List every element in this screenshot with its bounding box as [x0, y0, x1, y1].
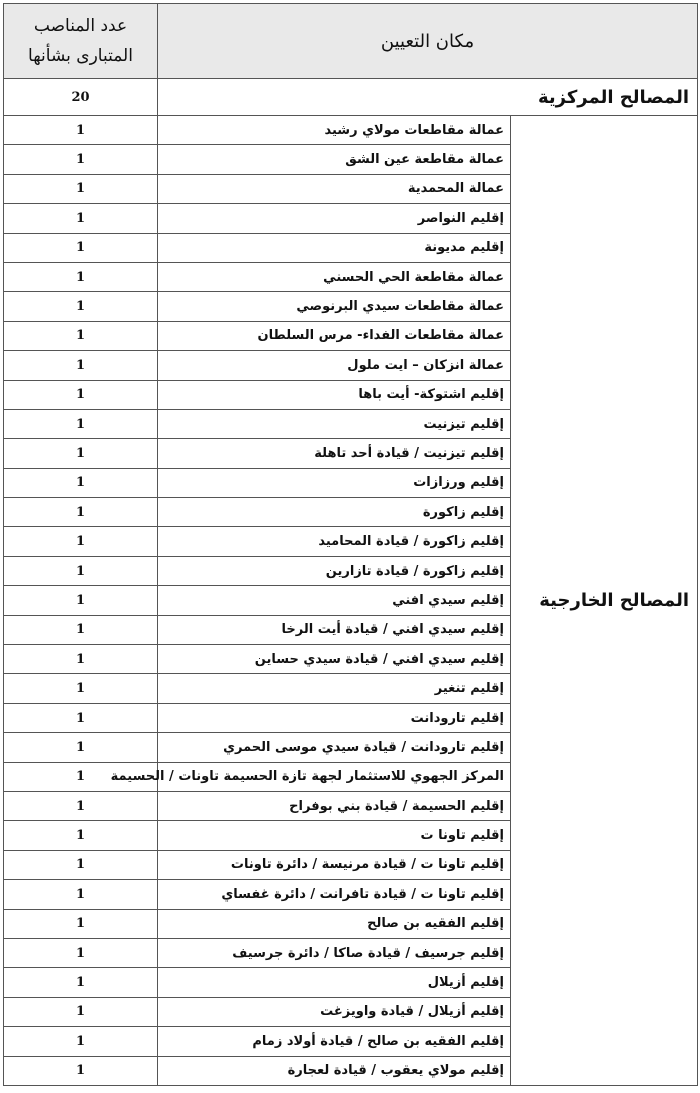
header-row [4, 4, 698, 79]
table-row [4, 116, 698, 145]
assignment-place-cell: إقليم تنغير [158, 674, 511, 703]
assignment-place-cell: إقليم تاونا ت [158, 821, 511, 850]
assignment-place-cell: إقليم سيدي افني [158, 586, 511, 615]
position-count-cell: 1 [4, 262, 158, 291]
assignment-place-cell: إقليم أزيلال / قيادة واويزغت [158, 997, 511, 1026]
position-count-cell: 1 [4, 468, 158, 497]
assignment-place-cell: إقليم تيزنيت / قيادة أحد تاهلة [158, 439, 511, 468]
position-count-cell: 1 [4, 380, 158, 409]
position-count-cell: 1 [4, 850, 158, 879]
assignment-place-cell: إقليم تارودانت / قيادة سيدي موسى الحمري [158, 733, 511, 762]
assignment-place-cell: المركز الجهوي للاستثمار لجهة تازة الحسيمة تاونات / الحسيمة [158, 762, 511, 791]
assignment-place-cell: إقليم سيدي افني / قيادة أيت الرخا [158, 615, 511, 644]
assignment-place-cell: إقليم جرسيف / قيادة صاكا / دائرة جرسيف [158, 938, 511, 967]
assignment-place-cell: إقليم تاونا ت / قيادة تافرانت / دائرة غفساي [158, 880, 511, 909]
external-services-label: المصالح الخارجية [511, 116, 698, 1086]
position-count-cell: 1 [4, 733, 158, 762]
assignment-place-cell: إقليم تارودانت [158, 703, 511, 732]
position-count-cell: 1 [4, 527, 158, 556]
position-count-cell: 1 [4, 204, 158, 233]
position-count-cell: 1 [4, 997, 158, 1026]
position-count-cell: 1 [4, 645, 158, 674]
assignment-place-cell: إقليم زاكورة [158, 498, 511, 527]
assignment-place-cell: إقليم تيزنيت [158, 409, 511, 438]
central-count-cell: 20 [4, 79, 158, 116]
assignment-place-cell: عمالة مقاطعة الحي الحسني [158, 262, 511, 291]
assignment-place-cell: إقليم الفقيه بن صالح [158, 909, 511, 938]
position-count-cell: 1 [4, 1056, 158, 1085]
table-body [4, 79, 698, 1086]
position-count-cell: 1 [4, 762, 158, 791]
position-count-cell: 1 [4, 116, 158, 145]
assignment-place-cell: إقليم الفقيه بن صالح / قيادة أولاد زمام [158, 1027, 511, 1056]
position-count-cell: 1 [4, 556, 158, 585]
assignment-place-cell: إقليم ورزازات [158, 468, 511, 497]
assignment-place-cell: عمالة مقاطعات سيدي البرنوصي [158, 292, 511, 321]
assignment-place-cell: عمالة مقاطعة عين الشق [158, 145, 511, 174]
assignment-place-cell: إقليم سيدي افني / قيادة سيدي حساين [158, 645, 511, 674]
position-count-cell: 1 [4, 174, 158, 203]
assignment-place-cell: إقليم تاونا ت / قيادة مرنيسة / دائرة تاونات [158, 850, 511, 879]
position-count-cell: 1 [4, 351, 158, 380]
assignment-place-cell: إقليم أزيلال [158, 968, 511, 997]
position-count-cell: 1 [4, 1027, 158, 1056]
assignment-place-cell: إقليم الحسيمة / قيادة بني بوفراح [158, 791, 511, 820]
position-count-cell: 1 [4, 968, 158, 997]
positions-table [3, 3, 698, 1086]
assignment-place-cell: إقليم مولاي يعقوب / قيادة لعجارة [158, 1056, 511, 1085]
central-services-row [4, 79, 698, 116]
count-column-header: عدد المناصب المتبارى بشأنها [4, 4, 158, 79]
position-count-cell: 1 [4, 938, 158, 967]
position-count-cell: 1 [4, 439, 158, 468]
place-column-header: مكان التعيين [158, 4, 698, 79]
central-services-label: المصالح المركزية [158, 79, 698, 116]
assignment-place-cell: إقليم زاكورة / قيادة تازارين [158, 556, 511, 585]
position-count-cell: 1 [4, 321, 158, 350]
position-count-cell: 1 [4, 498, 158, 527]
position-count-cell: 1 [4, 586, 158, 615]
assignment-place-cell: عمالة مقاطعات مولاي رشيد [158, 116, 511, 145]
assignment-place-cell: عمالة انزكان – ايت ملول [158, 351, 511, 380]
position-count-cell: 1 [4, 674, 158, 703]
position-count-cell: 1 [4, 791, 158, 820]
position-count-cell: 1 [4, 909, 158, 938]
position-count-cell: 1 [4, 233, 158, 262]
assignment-place-cell: عمالة مقاطعات الفداء- مرس السلطان [158, 321, 511, 350]
assignment-place-cell: إقليم اشتوكة- أيت باها [158, 380, 511, 409]
position-count-cell: 1 [4, 292, 158, 321]
assignment-place-cell: عمالة المحمدية [158, 174, 511, 203]
position-count-cell: 1 [4, 615, 158, 644]
position-count-cell: 1 [4, 880, 158, 909]
assignment-place-cell: إقليم النواصر [158, 204, 511, 233]
assignment-place-cell: إقليم مديونة [158, 233, 511, 262]
position-count-cell: 1 [4, 821, 158, 850]
position-count-cell: 1 [4, 409, 158, 438]
position-count-cell: 1 [4, 703, 158, 732]
assignment-place-cell: إقليم زاكورة / قيادة المحاميد [158, 527, 511, 556]
position-count-cell: 1 [4, 145, 158, 174]
